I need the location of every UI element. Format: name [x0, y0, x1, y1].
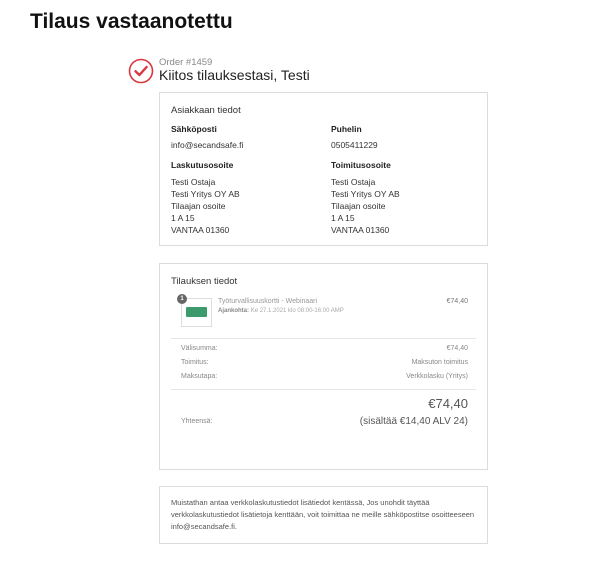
- payment-method-value: Verkkolasku (Yritys): [406, 373, 468, 380]
- product-thumbnail: [181, 298, 212, 327]
- email-value: info@secandsafe.fi: [171, 140, 244, 150]
- order-number: Order #1459: [159, 57, 213, 68]
- shipping-label: Toimitus:: [181, 359, 209, 366]
- payment-method-label: Maksutapa:: [181, 373, 218, 380]
- total-label: Yhteensä:: [181, 418, 213, 425]
- product-meta: [218, 308, 344, 314]
- billing-address: Testi Ostaja Testi Yritys OY AB Tilaajan osoite 1 A 15 VANTAA 01360: [171, 177, 240, 235]
- product-image: [186, 307, 207, 317]
- product-meta-label: Ajankohta:: [218, 308, 250, 314]
- product-name: Työturvallisuuskortti - Webinaari: [218, 298, 318, 305]
- divider: [171, 389, 476, 390]
- check-circle-icon: [128, 58, 154, 84]
- phone-label: Puhelin: [331, 124, 362, 134]
- quantity-badge: 1: [177, 294, 187, 304]
- shipping-value: Maksuton toimitus: [411, 359, 468, 366]
- shipping-address-label: Toimitusosoite: [331, 160, 391, 170]
- total-tax-note: (sisältää €14,40 ALV 24): [359, 416, 468, 427]
- subtotal-label: Välisumma:: [181, 345, 218, 352]
- thank-you-message: Kiitos tilauksestasi, Testi: [159, 67, 310, 83]
- order-details-box: [159, 263, 488, 470]
- customer-details-title: Asiakkaan tiedot: [171, 105, 241, 116]
- product-price: €74,40: [446, 298, 468, 305]
- email-label: Sähköposti: [171, 124, 217, 134]
- shipping-address: Testi Ostaja Testi Yritys OY AB Tilaajan osoite 1 A 15 VANTAA 01360: [331, 177, 400, 235]
- page-title: Tilaus vastaanotettu: [30, 10, 233, 33]
- phone-value: 0505411229: [331, 140, 378, 150]
- order-details-title: Tilauksen tiedot: [171, 276, 238, 287]
- product-meta-value: Ke 27.1.2021 klo 08:00-16:00 AMP: [250, 308, 344, 314]
- divider: [171, 338, 476, 339]
- total-value: €74,40: [428, 396, 468, 411]
- subtotal-value: €74,40: [446, 345, 468, 352]
- invoice-notice-text: Muistathan antaa verkkolaskutustiedot lisätiedot kentässä, Jos unohdit täyttää verkkolaskutustiedot lisätietoja kenttään, voit toimittaa ne meille sähköpostitse osoitteeseen info@secandsafe.fi.: [171, 498, 475, 531]
- billing-address-label: Laskutusosoite: [171, 160, 234, 170]
- invoice-notice-box: [159, 486, 488, 544]
- customer-details-box: [159, 92, 488, 246]
